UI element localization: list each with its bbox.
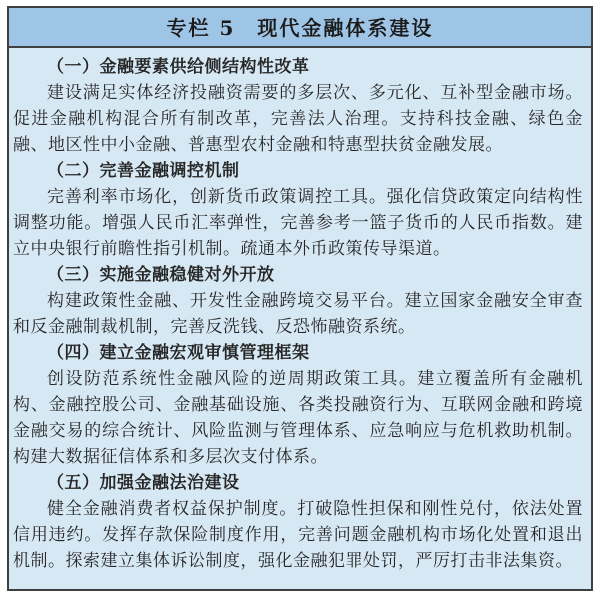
- column-box-header: [9, 8, 591, 48]
- section-2-paragraph: 完善利率市场化，创新货币政策调控工具。强化信贷政策定向结构性调整功能。增强人民币汇率弹性，完善参考一篮子货币的人民币指数。建立中央银行前瞻性指引机制。疏通本外币政策传导渠道。: [13, 187, 583, 259]
- section-1-paragraph: 建设满足实体经济投融资需要的多层次、多元化、互补型金融市场。促进金融机构混合所有制改革，完善法人治理。支持科技金融、绿色金融、地区性中小金融、普惠型农村金融和特惠型扶贫金融发展。: [13, 83, 583, 155]
- column-box-body: [9, 48, 591, 589]
- section-1-heading: （一）金融要素供给侧结构性改革: [47, 57, 310, 77]
- section-3-heading: （三）实施金融稳健对外开放: [47, 265, 275, 285]
- column-box-title: 专栏 5 现代金融体系建设: [166, 16, 434, 40]
- section-3-paragraph: 构建政策性金融、开发性金融跨境交易平台。建立国家金融安全审查和反金融制裁机制，完善反洗钱、反恐怖融资系统。: [13, 291, 583, 337]
- column-box: [7, 6, 593, 591]
- section-5-paragraph: 健全金融消费者权益保护制度。打破隐性担保和刚性兑付，依法处置信用违约。发挥存款保险制度作用，完善问题金融机构市场化处置和退出机制。探索建立集体诉讼制度，强化金融犯罪处罚，严厉打击非法集资。: [13, 499, 583, 571]
- section-5-heading: （五）加强金融法治建设: [47, 473, 240, 493]
- section-4-paragraph: 创设防范系统性金融风险的逆周期政策工具。建立覆盖所有金融机构、金融控股公司、金融基础设施、各类投融资行为、互联网金融和跨境金融交易的综合统计、风险监测与管理体系、应急响应与危机救助机制。构建大数据征信体系和多层次支付体系。: [13, 369, 583, 467]
- section-4-heading: （四）建立金融宏观审慎管理框架: [47, 343, 310, 363]
- section-2-heading: （二）完善金融调控机制: [47, 161, 240, 181]
